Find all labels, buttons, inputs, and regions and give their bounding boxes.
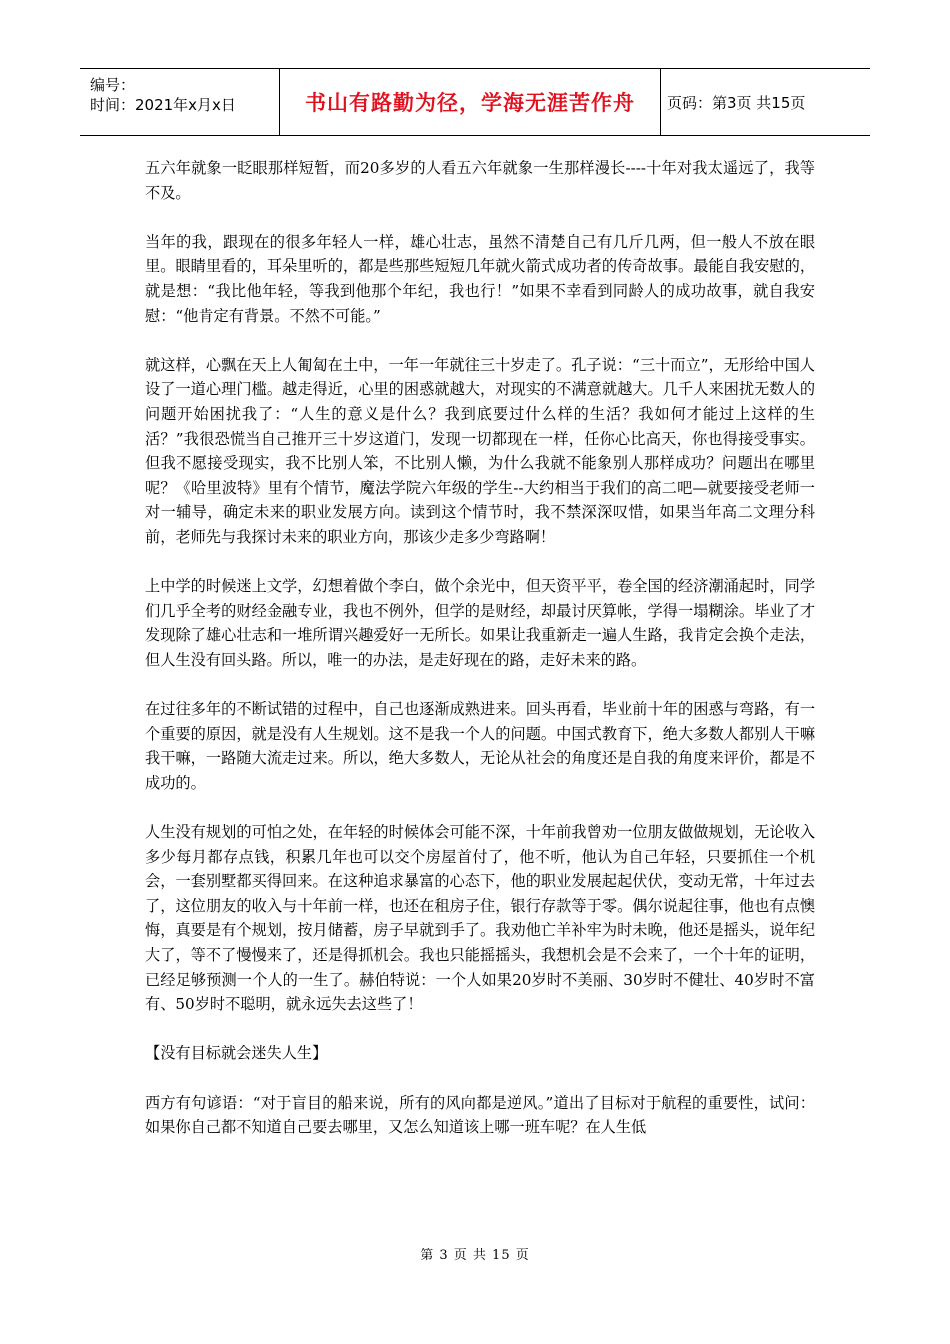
section-heading: 【没有目标就会迷失人生】 <box>145 1044 328 1063</box>
paragraph-2: 当年的我，跟现在的很多年轻人一样，雄心壮志，虽然不清楚自己有几斤几两，但一般人不放在眼里。眼睛里看的，耳朵里听的，都是些那些短短几年就火箭式成功者的传奇故事。最能自我安慰的，就是想：“我比他年轻，等我到他那个年纪，我也行！”如果不幸看到同龄人的成功故事，就自我安慰：“他肯定有背景。不然不可能。” <box>145 232 815 325</box>
paragraph-1: 五六年就象一眨眼那样短暂，而20多岁的人看五六年就象一生那样漫长----十年对我太遥远了，我等不及。 <box>145 159 815 202</box>
header-motto: 书山有路勤为径，学海无涯苦作舟 <box>280 69 661 135</box>
document-number-label: 编号： <box>90 76 136 94</box>
paragraph-3: 就这样，心飘在天上人匍匐在土中，一年一年就往三十岁走了。孔子说：“三十而立”，无形给中国人设了一道心理门槛。越走得近，心里的困惑就越大，对现实的不满意就越大。几千人来困扰无数人的问题开始困扰我了：“人生的意义是什么？我到底要过什么样的生活？我如何才能过上这样的生活？”我很恐慌当自己推开三十岁这道门，发现一切都现在一样，任你心比高天，你也得接受事实。但我不愿接受现实，我不比别人笨，不比别人懒，为什么我就不能象别人那样成功？问题出在哪里呢？《哈里波特》里有个情节，魔法学院六年级的学生--大约相当于我们的高二吧—就要接受老师一对一辅导，确定未来的职业发展方向。读到这个情节时，我不禁深深叹惜，如果当年高二文理分科前，老师先与我探讨未来的职业方向，那该少走多少弯路啊！ <box>145 355 815 546</box>
header-page-number: 页码：第3页 共15页 <box>667 93 806 112</box>
page-header <box>80 68 870 136</box>
header-meta <box>80 69 280 135</box>
paragraph-6: 人生没有规划的可怕之处，在年轻的时候体会可能不深，十年前我曾劝一位朋友做做规划，无论收入多少每月都存点钱，积累几年也可以交个房屋首付了，他不听，他认为自己年轻，只要抓住一个机会，一套别墅都买得回来。在这种追求暴富的心态下，他的职业发展起起伏伏，变动无常，十年过去了，这位朋友的收入与十年前一样，也还在租房子住，银行存款等于零。偶尔说起往事，他也有点懊悔，真要是有个规划，按月储蓄，房子早就到手了。我劝他亡羊补牢为时未晚，他还是摇头，说年纪大了，等不了慢慢来了，还是得抓机会。我也只能摇摇头，我想机会是不会来了，一个十年的证明，已经足够预测一个人的一生了。赫伯特说：一个人如果20岁时不美丽、30岁时不健壮、40岁时不富有、50岁时不聪明，就永远失去这些了！ <box>145 823 815 1014</box>
paragraph-4: 上中学的时候迷上文学，幻想着做个李白，做个余光中，但天资平平，卷全国的经济潮涌起时，同学们几乎全考的财经金融专业，我也不例外，但学的是财经，却最讨厌算帐，学得一塌糊涂。毕业了才发现除了雄心壮志和一堆所谓兴趣爱好一无所长。如果让我重新走一遍人生路，我肯定会换个走法，但人生没有回头路。所以，唯一的办法，是走好现在的路，走好未来的路。 <box>145 577 815 669</box>
page-footer: 第 3 页 共 15 页 <box>420 1248 530 1263</box>
paragraph-5: 在过往多年的不断试错的过程中，自己也逐渐成熟进来。回头再看，毕业前十年的困惑与弯路，有一个重要的原因，就是没有人生规划。这不是我一个人的问题。中国式教育下，绝大多数人都别人干嘛我干嘛，一路随大流走过来。所以，绝大多数人，无论从社会的角度还是自我的角度来评价，都是不成功的。 <box>145 700 815 792</box>
document-body <box>145 156 815 1164</box>
document-date-label: 时间：2021年x月x日 <box>90 96 236 114</box>
paragraph-7: 西方有句谚语：“对于盲目的船来说，所有的风向都是逆风。”道出了目标对于航程的重要性，试问：如果你自己都不知道自己要去哪里，又怎么知道该上哪一班车呢？在人生低 <box>145 1093 815 1137</box>
